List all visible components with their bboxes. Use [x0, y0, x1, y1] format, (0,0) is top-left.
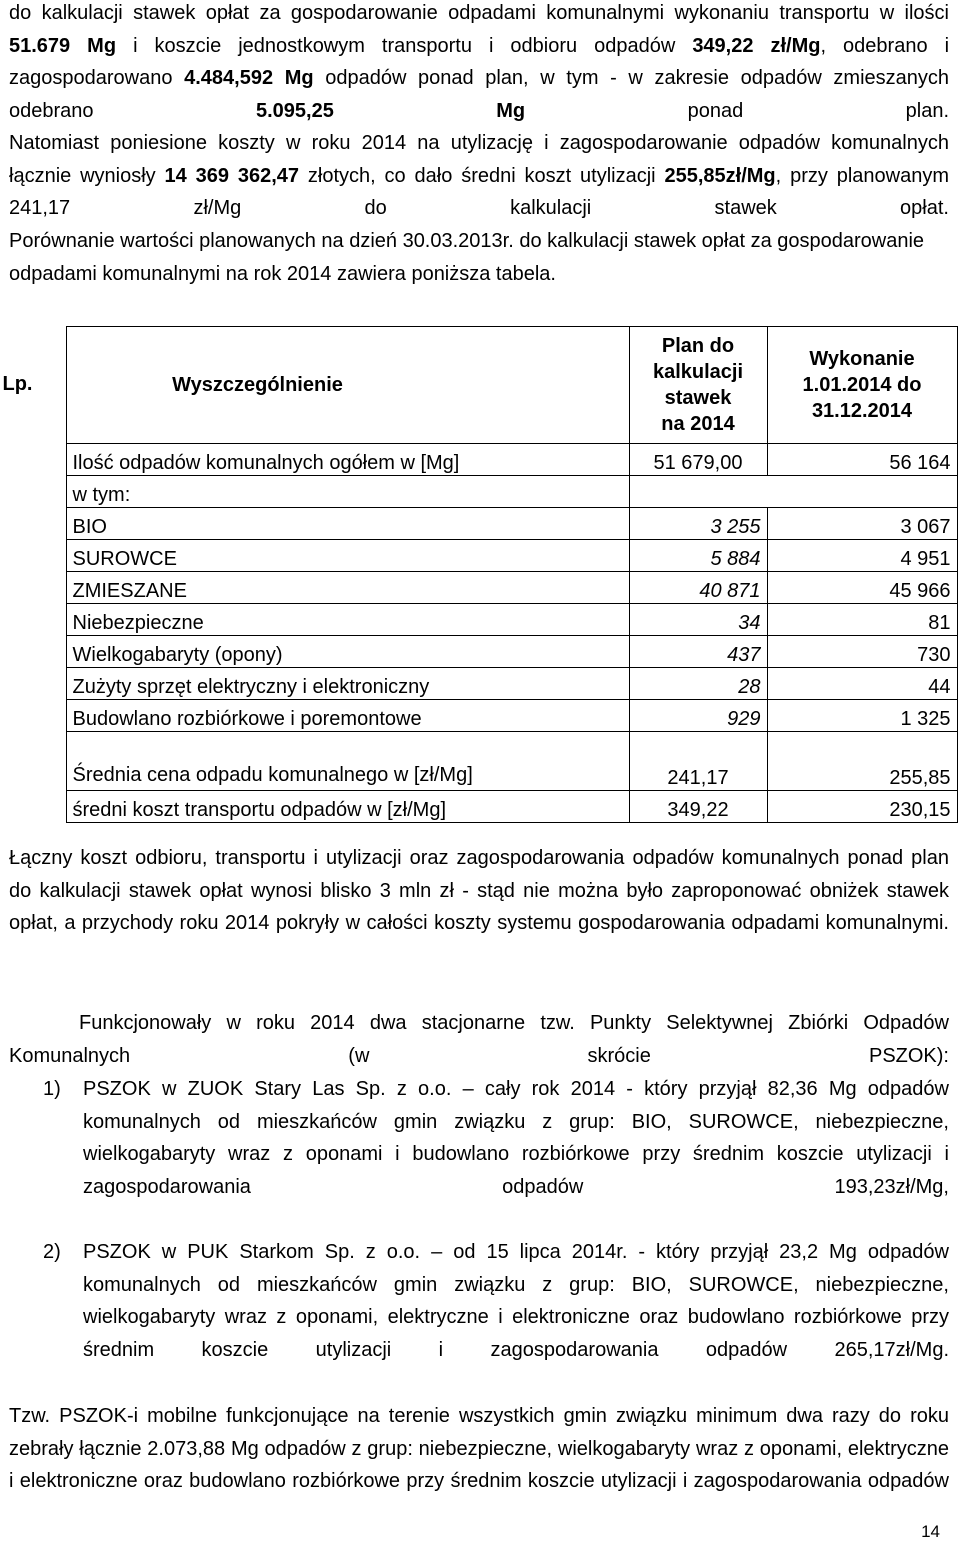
paragraph-mobile-pszok: Tzw. PSZOK-i mobilne funkcjonujące na terenie wszystkich gmin związku minimum dwa razy do roku zebrały łącznie 2.073,88 Mg odpadów z grup: niebezpieczne, wielkogabaryty wraz z oponami, elektryczne i elektroniczne oraz budowlano rozbiórkowe przy średnim koszcie utylizacji i zagospodarowania odpadów — [9, 1405, 949, 1493]
paragraph-transport-summary: do kalkulacji stawek opłat za gospodarowanie odpadami komunalnymi wykonaniu transportu w ilości 51.679 Mg i koszcie jednostkowym transportu i odbioru odpadów 349,22 zł/Mg, odebrano i zagospodarowano 4.484,592 Mg odpadów ponad plan, w tym - w zakresie odpadów zmieszanych odebrano 5.095,25 Mg ponad plan. — [9, 2, 950, 123]
header-item: Lp. Wyszczególnienie — [66, 327, 629, 444]
paragraph-table-intro: Porównanie wartości planowanych na dzień 30.03.2013r. do kalkulacji stawek opłat za gospodarowanie odpadami komunalnymi na rok 2014 zawiera poniższa tabela. — [9, 230, 925, 285]
row-done-value: 56 164 — [767, 444, 957, 476]
row-label: Niebezpieczne — [66, 604, 629, 636]
table-header-row — [66, 327, 957, 444]
table-row — [66, 636, 957, 668]
table-row — [66, 572, 957, 604]
row-done-value — [767, 476, 957, 508]
waste-comparison-table — [2, 326, 958, 823]
pszok-list-item-2 — [43, 1236, 949, 1367]
page-number: 14 — [921, 1522, 940, 1541]
table-row — [66, 791, 957, 823]
header-lp: Lp. — [2, 373, 33, 395]
row-label: Budowlano rozbiórkowe i poremontowe — [66, 700, 629, 732]
list-item-text: PSZOK w ZUOK Stary Las Sp. z o.o. – cały rok 2014 - który przyjął 82,36 Mg odpadów komunalnych od mieszkańców gmin związku z grup: BIO, SUROWCE, niebezpieczne, wielkogabaryty wraz z oponami i budowlano rozbiórkowe przy średnim koszcie utylizacji i zagospodarowania odpadów 193,23zł/Mg, — [83, 1078, 949, 1199]
row-done-value: 81 — [767, 604, 957, 636]
row-plan-value: 40 871 — [629, 572, 767, 604]
row-plan-value: 34 — [629, 604, 767, 636]
row-done-value: 45 966 — [767, 572, 957, 604]
row-plan-value: 28 — [629, 668, 767, 700]
header-plan: Plan do kalkulacji stawek na 2014 — [629, 327, 767, 444]
row-label: Średnia cena odpadu komunalnego w [zł/Mg] — [66, 732, 629, 791]
row-done-value: 44 — [767, 668, 957, 700]
list-item-text: PSZOK w PUK Starkom Sp. z o.o. – od 15 lipca 2014r. - który przyjął 23,2 Mg odpadów komunalnych od mieszkańców gmin związku z grup: BIO, SUROWCE, niebezpieczne, wielkogabaryty wraz z oponami, elektryczne i elektroniczne oraz budowlano rozbiórkowe przy średnim koszcie utylizacji i zagospodarowania odpadów 265,17zł/Mg. — [83, 1241, 949, 1362]
row-plan-value: 929 — [629, 700, 767, 732]
row-done-value: 730 — [767, 636, 957, 668]
table-row — [66, 668, 957, 700]
row-plan-value: 3 255 — [629, 508, 767, 540]
header-done: Wykonanie 1.01.2014 do 31.12.2014 — [767, 327, 957, 444]
table-row — [66, 444, 957, 476]
row-plan-value: 51 679,00 — [629, 444, 767, 476]
pszok-list-item-1 — [43, 1073, 949, 1204]
list-number: 2) — [43, 1241, 61, 1263]
row-label: Zużyty sprzęt elektryczny i elektroniczny — [66, 668, 629, 700]
row-done-value: 3 067 — [767, 508, 957, 540]
row-done-value: 255,85 — [767, 732, 957, 791]
table-row — [66, 476, 957, 508]
row-plan-value: 349,22 — [629, 791, 767, 823]
paragraph-pszok-intro: Funkcjonowały w roku 2014 dwa stacjonarne tzw. Punkty Selektywnej Zbiórki Odpadów Komunalnych (w skrócie PSZOK): — [9, 1012, 949, 1067]
table-row — [66, 508, 957, 540]
table-row — [66, 604, 957, 636]
row-plan-value: 241,17 — [629, 732, 767, 791]
row-label: SUROWCE — [66, 540, 629, 572]
row-label: w tym: — [66, 476, 629, 508]
list-number: 1) — [43, 1078, 61, 1100]
row-label: BIO — [66, 508, 629, 540]
row-label: Ilość odpadów komunalnych ogółem w [Mg] — [66, 444, 629, 476]
table-row — [66, 540, 957, 572]
paragraph-cost-conclusion: Łączny koszt odbioru, transportu i utylizacji oraz zagospodarowania odpadów komunalnych ponad plan do kalkulacji stawek opłat wynosi blisko 3 mln zł - stąd nie można było zaproponować obniżek stawek opłat, a przychody roku 2014 pokryły w całości koszty systemu gospodarowania odpadami komunalnymi. — [9, 847, 949, 935]
row-done-value: 230,15 — [767, 791, 957, 823]
table-row — [66, 700, 957, 732]
row-label: średni koszt transportu odpadów w [zł/Mg] — [66, 791, 629, 823]
row-label: Wielkogabaryty (opony) — [66, 636, 629, 668]
row-done-value: 4 951 — [767, 540, 957, 572]
paragraph-cost-summary: Natomiast poniesione koszty w roku 2014 na utylizację i zagospodarowanie odpadów komunalnych łącznie wyniosły 14 369 362,47 złotych, co dało średni koszt utylizacji 255,85zł/Mg, przy planowanym 241,17 zł/Mg do kalkulacji stawek opłat. — [9, 132, 949, 220]
row-plan-value: 437 — [629, 636, 767, 668]
table-row — [66, 732, 957, 791]
row-done-value: 1 325 — [767, 700, 957, 732]
row-plan-value: 5 884 — [629, 540, 767, 572]
row-plan-value — [629, 476, 767, 508]
row-label: ZMIESZANE — [66, 572, 629, 604]
